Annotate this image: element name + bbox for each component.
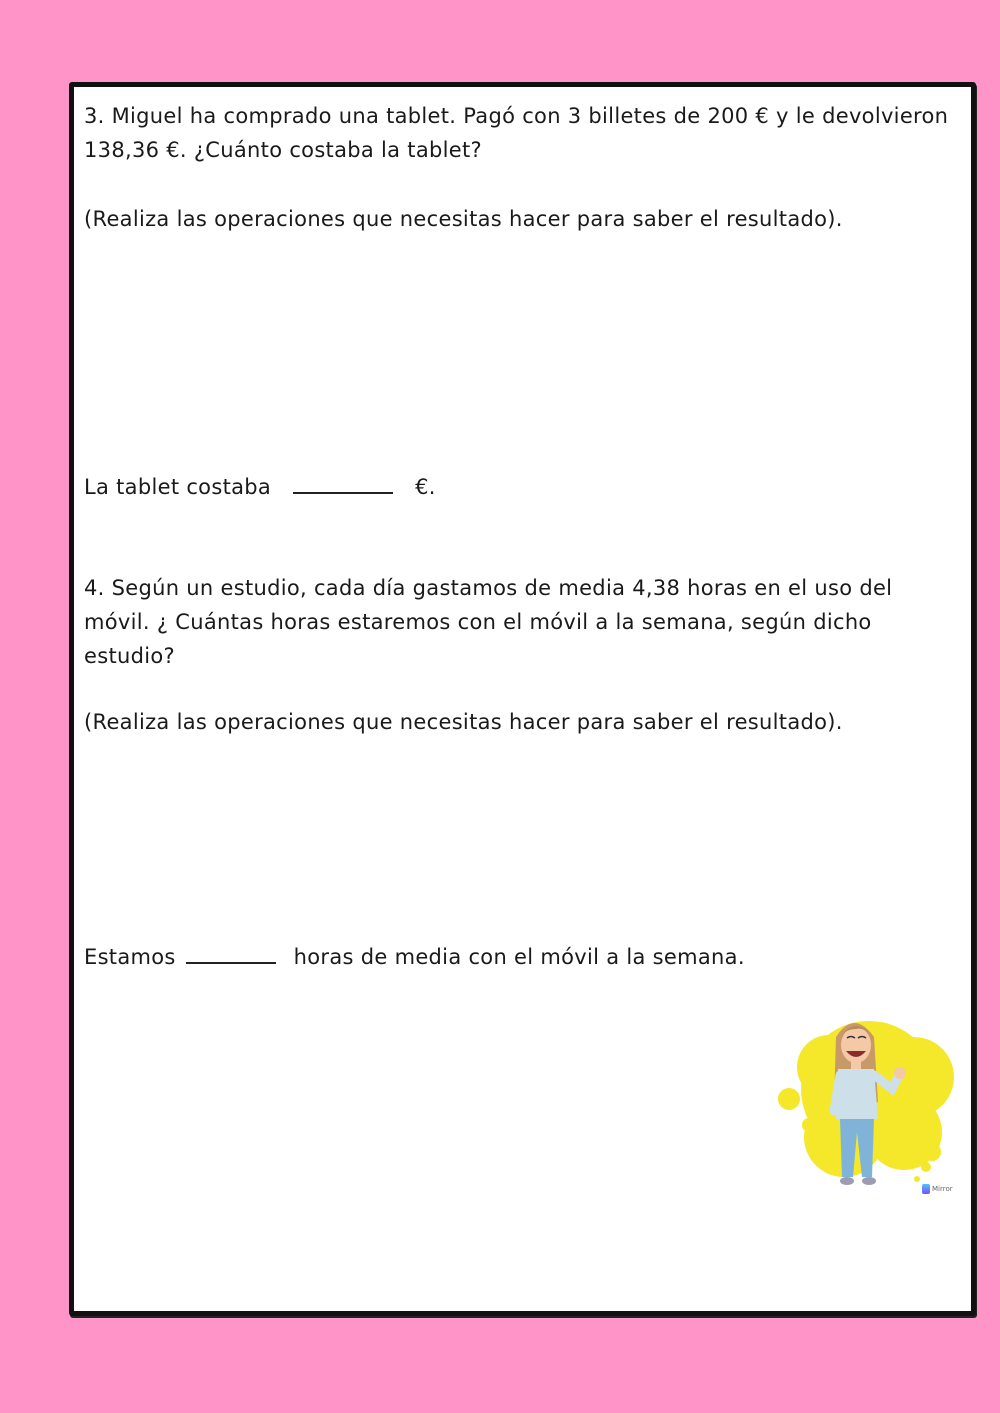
worksheet-page [69, 82, 976, 1316]
answer-prefix: Estamos [84, 945, 176, 969]
answer-prefix: La tablet costaba [84, 475, 272, 499]
girl-laughing-illustration [774, 1007, 974, 1202]
mirror-logo-icon [922, 1184, 930, 1194]
answer-suffix: €. [415, 475, 436, 499]
question-4-instruction: (Realiza las operaciones que necesitas hacer para saber el resultado). [84, 710, 843, 734]
question-4-answer-line [84, 940, 954, 974]
question-3-answer-line [84, 470, 684, 504]
question-4-text: 4. Según un estudio, cada día gastamos de media 4,38 horas en el uso del móvil. ¿ Cuántas horas estaremos con el móvil a la semana, según dicho estudio? [84, 576, 893, 668]
brand-label: Mirror [932, 1185, 953, 1193]
question-3-instruction: (Realiza las operaciones que necesitas hacer para saber el resultado). [84, 207, 843, 231]
answer-blank-q3[interactable] [293, 470, 393, 494]
answer-suffix: horas de media con el móvil a la semana. [293, 945, 745, 969]
brand-logo [922, 1184, 953, 1194]
answer-blank-q4[interactable] [186, 940, 276, 964]
question-3-text: 3. Miguel ha comprado una tablet. Pagó con 3 billetes de 200 € y le devolvieron 138,36 €. ¿Cuánto costaba la tablet? [84, 104, 949, 162]
